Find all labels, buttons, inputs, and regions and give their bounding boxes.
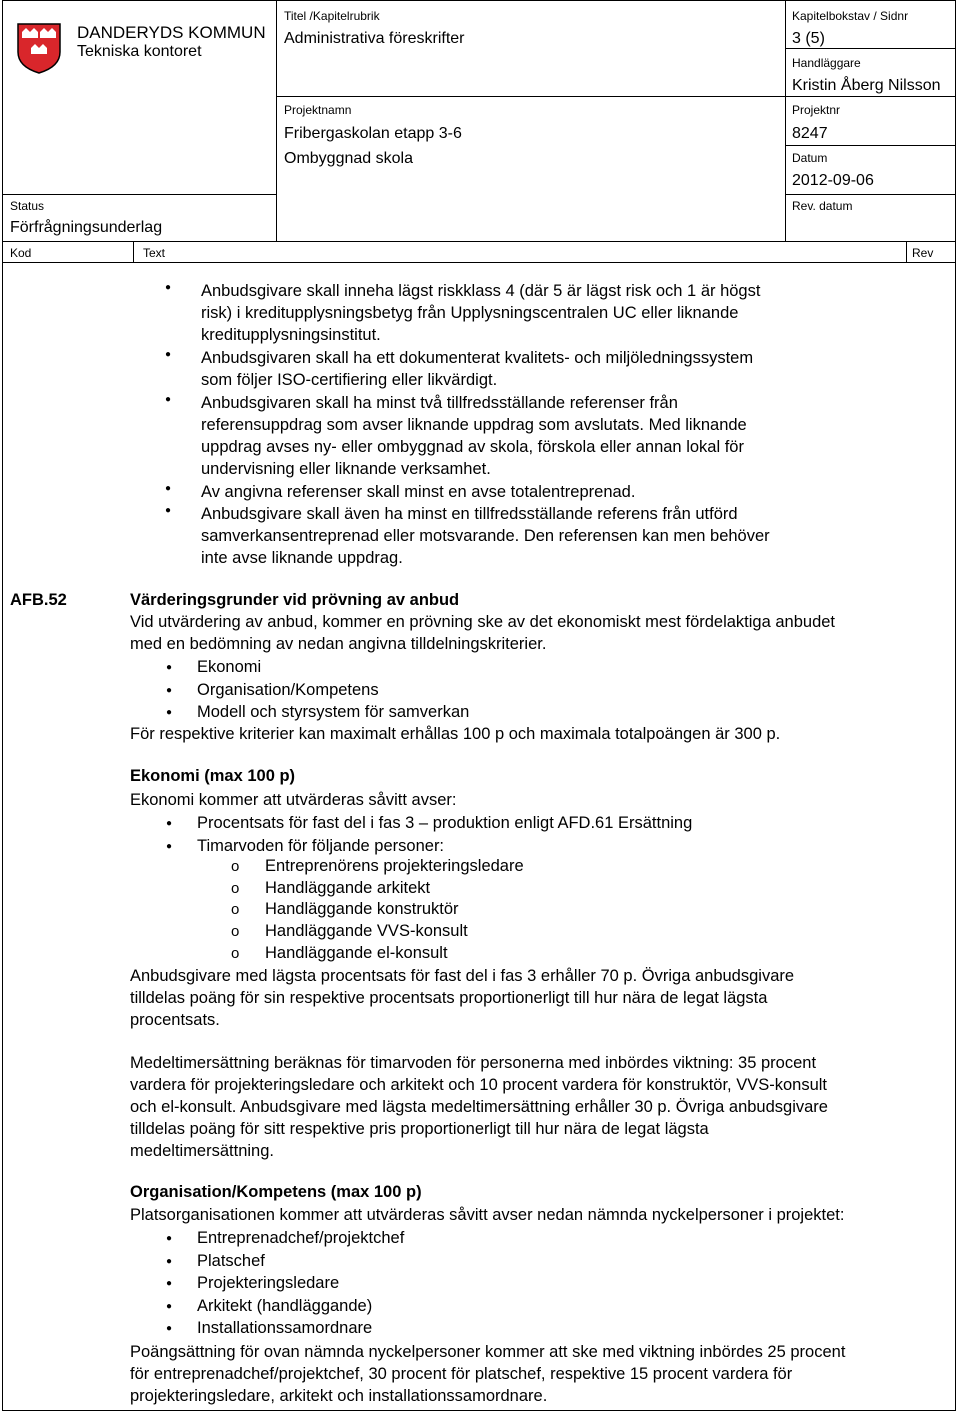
text-line: procentsats. [130, 1011, 220, 1029]
text-line: Anbudsgivaren skall ha minst två tillfredsställande referenser från [201, 394, 678, 412]
rule [906, 241, 907, 262]
bullet-icon: ● [166, 1300, 173, 1312]
rule [276, 96, 956, 97]
section-intro [130, 611, 835, 655]
ekonomi-paragraph-1 [130, 965, 794, 1031]
title-value: Administrativa föreskrifter [284, 30, 465, 47]
list-item: o Handläggande VVS-konsult [130, 921, 524, 943]
ekonomi-intro: Ekonomi kommer att utvärderas såvitt avser: [130, 791, 457, 809]
bullet-icon: ● [166, 684, 173, 696]
bullet-icon: ● [166, 1278, 173, 1289]
list-item: ● Organisation/Kompetens [130, 679, 469, 702]
chapter-label: Kapitelbokstav / Sidnr [792, 9, 909, 23]
text-line: uppdrag avses ny- eller ombyggnad av skola, förskola eller annan lokal för [201, 438, 744, 456]
list-item: ● Modell och styrsystem för samverkan [130, 701, 469, 724]
date-label: Datum [792, 151, 828, 165]
list-item: ● Arkitekt (handläggande) [130, 1295, 404, 1318]
project-nr-label: Projektnr [792, 103, 841, 117]
text-line: Anbudsgivaren skall ha ett dokumenterat kvalitets- och miljöledningssystem [201, 349, 754, 367]
text-line: som följer ISO-certifiering eller likvärdigt. [201, 371, 498, 389]
rule [785, 0, 786, 241]
bullet-icon: ● [165, 505, 172, 516]
column-rev: Rev [912, 246, 934, 260]
sub-bullet-icon: o [231, 923, 240, 941]
organisation-heading: Organisation/Kompetens (max 100 p) [130, 1183, 422, 1201]
text-line: kreditupplysningsinstitut. [201, 326, 381, 344]
column-text: Text [143, 246, 166, 260]
org-name: DANDERYDS KOMMUN [77, 23, 266, 42]
list-item: o Entreprenörens projekteringsledare [130, 856, 524, 878]
title-label: Titel /Kapitelrubrik [284, 9, 380, 23]
status-value: Förfrågningsunderlag [10, 219, 163, 236]
column-kod: Kod [10, 246, 32, 260]
bullet-icon: ● [166, 662, 173, 673]
organisation-intro: Platsorganisationen kommer att utvärderas såvitt avser nedan nämnda nyckelpersoner i projektet: [130, 1206, 845, 1224]
handler-label: Handläggare [792, 56, 861, 70]
rule [2, 194, 276, 195]
ekonomi-heading: Ekonomi (max 100 p) [130, 767, 296, 785]
danderyd-coat-of-arms-icon [16, 22, 62, 74]
bullet-icon: ● [166, 707, 173, 718]
list-item: ● Procentsats för fast del i fas 3 – produktion enligt AFD.61 Ersättning [130, 812, 692, 835]
list-item: o Handläggande el-konsult [130, 943, 524, 965]
org-department: Tekniska kontoret [77, 43, 202, 60]
rev-date-label: Rev. datum [792, 199, 853, 213]
bullet-icon: ● [166, 1233, 173, 1244]
rule [133, 241, 134, 262]
criteria-list [130, 656, 469, 724]
text-line: medeltimersättning. [130, 1142, 274, 1160]
text-line: Anbudsgivare skall även ha minst en tillfredsställande referens från utförd [201, 505, 738, 523]
bullet-icon: ● [166, 1255, 173, 1267]
list-item: ● Ekonomi [130, 656, 469, 679]
sub-bullet-icon: o [231, 901, 240, 919]
bullet-icon: ● [166, 1323, 173, 1334]
bullet-icon: ● [165, 349, 172, 360]
text-line: och el-konsult. Anbudsgivare med lägsta medeltimersättning erhåller 30 p. Övriga anbudsgivare [130, 1098, 828, 1116]
list-item: ● Installationssamordnare [130, 1317, 404, 1340]
list-item: o Handläggande arkitekt [130, 878, 524, 900]
rule [2, 241, 956, 242]
project-name-line1: Fribergaskolan etapp 3-6 [284, 125, 462, 142]
project-name-label: Projektnamn [284, 103, 352, 117]
text-line: vardera för projekteringsledare och arkitekt och 10 procent vardera för konstruktör, VVS-konsult [130, 1076, 828, 1094]
rule [785, 48, 956, 49]
project-name-line2: Ombyggnad skola [284, 150, 413, 167]
ekonomi-paragraph-2 [130, 1052, 828, 1162]
text-line: Poängsättning för ovan nämnda nyckelpersoner kommer att ske med viktning inbördes 25 procent [130, 1343, 846, 1361]
organisation-list [130, 1227, 404, 1340]
sub-bullet-icon: o [231, 944, 240, 962]
section-code: AFB.52 [10, 591, 67, 609]
text-line: Anbudsgivare med lägsta procentsats för fast del i fas 3 erhåller 70 p. Övriga anbudsgivare [130, 967, 795, 985]
bullet-icon: ● [166, 818, 173, 829]
text-line: Av angivna referenser skall minst en avse totalentreprenad. [201, 483, 636, 501]
bullet-icon: ● [165, 483, 172, 494]
list-item: ● Entreprenadchef/projektchef [130, 1227, 404, 1250]
text-line: samverkansentreprenad eller motsvarande. Den referensen kan men behöver [201, 527, 770, 545]
project-nr-value: 8247 [792, 125, 828, 142]
rule [2, 262, 956, 263]
rule [276, 0, 277, 241]
text-line: tilldelas poäng för sin respektive procentsats proportionerligt till hur nära de legat lägsta [130, 989, 768, 1007]
organisation-paragraph [130, 1341, 845, 1407]
text-line: referensuppdrag som avser liknande uppdrag som avslutats. Med liknande [201, 416, 747, 434]
text-line: Anbudsgivare skall inneha lägst riskklass 4 (där 5 är lägst risk och 1 är högst [201, 282, 761, 300]
text-line: tilldelas poäng för sitt respektive pris proportionerligt till hur nära de legat lägsta [130, 1120, 709, 1138]
text-line: för entreprenadchef/projektchef, 30 procent för platschef, respektive 15 procent vardera för [130, 1365, 793, 1383]
chapter-value: 3 (5) [792, 30, 825, 47]
date-value: 2012-09-06 [792, 172, 874, 189]
text-line: risk) i kreditupplysningsbetyg från Upplysningscentralen UC eller liknande [201, 304, 739, 322]
text-line: inte avse liknande uppdrag. [201, 549, 403, 567]
list-item: ● Projekteringsledare [130, 1272, 404, 1295]
criteria-note: För respektive kriterier kan maximalt erhållas 100 p och maximala totalpoängen är 300 p. [130, 725, 781, 743]
bullet-icon: ● [165, 282, 172, 293]
bullet-icon: ● [165, 394, 172, 405]
list-item: ● Timarvoden för följande personer: [130, 835, 692, 858]
text-line: Medeltimersättning beräknas för timarvoden för personerna med inbördes viktning: 35 procent [130, 1054, 817, 1072]
text-line: med en bedömning av nedan angivna tilldelningskriterier. [130, 635, 547, 653]
sub-bullet-icon: o [231, 858, 240, 875]
list-item: o Handläggande konstruktör [130, 899, 524, 921]
bullet-icon: ● [166, 840, 173, 852]
text-line: undervisning eller liknande verksamhet. [201, 460, 491, 478]
text-line: projekteringsledare, arkitekt och installationssamordnare. [130, 1387, 548, 1405]
handler-value: Kristin Åberg Nilsson [792, 77, 941, 94]
section-heading: Värderingsgrunder vid prövning av anbud [130, 591, 460, 609]
ekonomi-list [130, 812, 692, 857]
status-label: Status [10, 199, 45, 213]
rule [785, 194, 956, 195]
persons-list [130, 856, 524, 965]
text-line: Vid utvärdering av anbud, kommer en prövning ske av det ekonomiskt mest fördelaktiga anbudet [130, 613, 836, 631]
list-item: ● Platschef [130, 1250, 404, 1273]
rule [785, 145, 956, 146]
sub-bullet-icon: o [231, 879, 240, 897]
